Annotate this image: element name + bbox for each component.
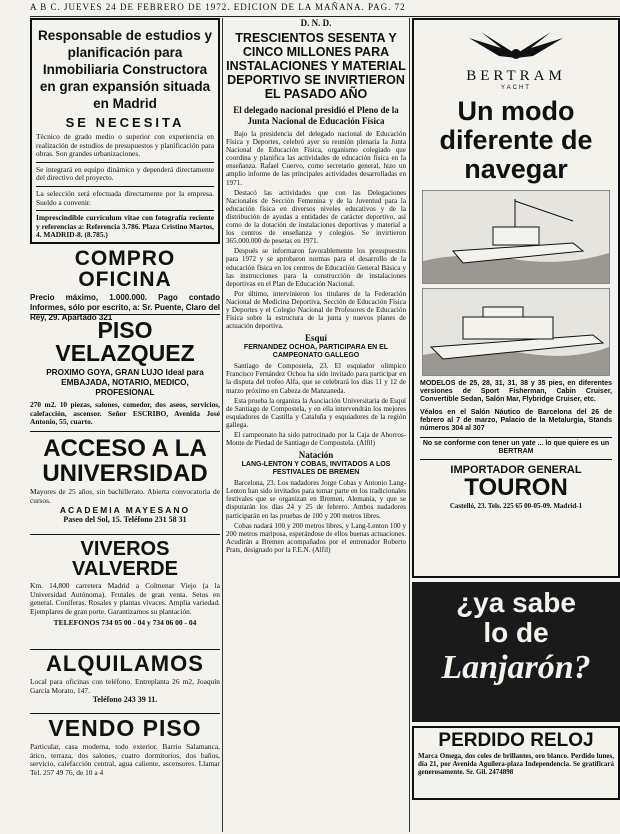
divider bbox=[36, 162, 214, 163]
lanjaron-line1: ¿ya sabe bbox=[456, 587, 576, 618]
ad-vendo-body: Particular, casa moderna, todo exterior. Barrio Salamanca, ático, terraza, dos salones, cuatro dormitorios, dos baños, servicio, calefacción central, agua caliente, ascensores. Llamar Tel. 257 49 76, de 10 a 4 bbox=[30, 742, 220, 777]
bertram-slogan: Un modo diferente de navegar bbox=[439, 96, 593, 184]
ad-alquilamos-title: ALQUILAMOS bbox=[46, 651, 204, 676]
ad-velazquez-body: 270 m2. 10 piezas, salones, comedor, dos aseos, servicios, calefacción, ascensor. Señor ESCRIBO, Avenida José Antonio, 55, cuarto. bbox=[30, 400, 220, 427]
ad-compro-title: COMPRO OFICINA bbox=[74, 247, 176, 291]
article-paragraph: Santiago de Compostela, 23. El esquiador olímpico Francisco Fernández Ochoa ha sido invitado para participar en la disputa del trofeo Alfa, que se celebrará los días 11 y 12 de marzo próximo en Cabeza de Manzaneda. bbox=[226, 362, 406, 395]
divider bbox=[36, 186, 214, 187]
article-paragraph: Esta prueba la organiza la Asociación Universitaria de Esquí de Santiago de Compostela, y en ella intervendrán los mejores esquiadores de Castilla y Cataluña y esquiadores de la región gallega. bbox=[226, 396, 406, 429]
section-title-natacion: Natación bbox=[298, 450, 334, 461]
ad-compro-body: Precio máximo, 1.000.000. Pago contado Informes, sólo por escrito, a: Sr. Puente, Claro del Rey, 29. Apartado 321 bbox=[30, 293, 220, 322]
ad-planificacion-body3: La selección será efectuada directamente por la empresa. Sueldo a convenir. bbox=[36, 188, 214, 207]
ad-viveros-phones: TELEFONOS 734 05 00 - 04 y 734 06 00 - 04 bbox=[53, 618, 197, 628]
bertram-info: No se conforme con tener un yate ... lo que quiere es un BERTRAM bbox=[420, 437, 612, 459]
ad-universidad-title: ACCESO A LA UNIVERSIDAD bbox=[42, 435, 208, 487]
ad-viveros-title: VIVEROS VALVERDE bbox=[72, 538, 178, 580]
middle-column bbox=[222, 18, 410, 832]
esqui-kicker: FERNANDEZ OCHOA, PARTICIPARA EN EL CAMPEONATO GALLEGO bbox=[243, 344, 389, 360]
article-paragraph: Por último, intervinieron los titulares de la Federación Nacional de Medicina Deportiva, Sección de Educación Física y Deportes y el Colegio Nacional de Profesores de Educación Física sobre la estructura de la junta y nuevos planes de actuación deportiva. bbox=[226, 289, 406, 331]
bertram-yacht: YACHT bbox=[501, 85, 531, 91]
ad-vendo-piso bbox=[30, 714, 220, 797]
ad-universidad-addr: Paseo del Sol, 15. Teléfono 231 58 31 bbox=[63, 515, 187, 525]
ad-planificacion bbox=[30, 18, 220, 244]
ad-viveros-body: Km. 14,800 carretera Madrid a Colmenar Viejo (a la Universidad Autónoma). Frutales de gran venta. Setos en general. Coníferas. Rosales y plantas vivaces. Amplia variedad. Ejemplares de gran porte. Garantizamos su plantación. bbox=[30, 581, 220, 616]
article-paragraph: Destacó las actividades que con las Delegaciones Nacionales de Sección Femenina y de la Juventud para la educación física en diversos niveles educativos y de la distribución de ayudas a entidades de carácter deportivo, así como de la dotación de instalaciones deportivas y material a los centros de enseñanza y colegios. Se invirtieron 365.000.000 de pesetas en 1971. bbox=[226, 188, 406, 246]
ad-universidad-academy: ACADEMIA MAYESANO bbox=[59, 505, 191, 516]
page-header: A B C. JUEVES 24 DE FEBRERO DE 1972. EDICION DE LA MAÑANA. PAG. 72 bbox=[30, 2, 620, 17]
ad-planificacion-body2: Se integrará en equipo dinámico y dependerá directamente del directivo del proyecto. bbox=[36, 164, 214, 183]
article-paragraph: Cobas nadará 100 y 200 metros libres, y Lang-Lenton 100 y 200 metros mariposa, esperándose de ellos buenas actuaciones. Acudirán a Bremen acompañados por el entrenador Roberto Prats, designado por la F.E.N. (Alfil) bbox=[226, 521, 406, 554]
article-subhead: El delegado nacional presidió el Pleno de la Junta Nacional de Educación Física bbox=[233, 105, 399, 126]
bertram-eagle-logo bbox=[420, 24, 612, 68]
bertram-models: MODELOS de 25, 28, 31, 31, 38 y 35 pies, en diferentes versiones de Sport Fisherman, Cabin Cruiser, Convertible Sedan, Salón Mar, Flybridge Cruiser, etc. bbox=[420, 380, 612, 404]
ad-alquilamos-body: Local para oficinas con teléfono. Entreplanta 26 m2, Joaquín García Morato, 147. bbox=[30, 677, 220, 695]
ad-piso-velazquez bbox=[30, 315, 220, 432]
ad-velazquez-sub: PROXIMO GOYA, GRAN LUJO Ideal para EMBAJADA, NOTARIO, MEDICO, PROFESIONAL bbox=[46, 368, 204, 397]
ad-planificacion-title: Responsable de estudios y planificación para Inmobiliaria Constructora en gran expansión situada en Madrid bbox=[37, 28, 213, 111]
natacion-kicker: LANG-LENTON Y COBAS, INVITADOS A LOS FESTIVALES DE BREMEN bbox=[241, 461, 391, 477]
bertram-show: Véalos en el Salón Náutico de Barcelona del 26 de febrero al 7 de marzo, Palacio de la Metalurgia, Stands números 304 al 307 bbox=[420, 408, 612, 433]
ad-velazquez-title: PISO VELAZQUEZ bbox=[55, 317, 195, 366]
article-paragraph: Barcelona, 23. Los nadadores Jorge Cobas y Antonio Lang-Lenton han sido invitados para tomar parte en los tradicionales festivales que se organizan en Bremen, Alemania, y que se disputarán los días 24 y 25 de febrero. Ambos nadadores participarán en las pruebas de 100 y 200 metros libres. bbox=[226, 479, 406, 520]
ad-alquilamos bbox=[30, 650, 220, 714]
boat-illustration-1 bbox=[422, 190, 610, 284]
lanjaron-brand: Lanjarón? bbox=[441, 649, 591, 686]
bertram-touron: TOURON bbox=[464, 473, 568, 501]
ad-bertram bbox=[412, 18, 620, 578]
article-paragraph: Bajo la presidencia del delegado nacional de Educación Física y Deportes, celebró ayer su reunión plenaria la Junta Nacional de Educación Física, organismo colegiado que coordina y planifica las actividades de educación física en la enseñanza. Rafael Cuervo, como secretario general, hizo un amplio informe de las principales actividades desarrolladas en 1971. bbox=[226, 130, 406, 187]
ad-planificacion-need: SE NECESITA bbox=[65, 115, 185, 130]
bertram-brand: BERTRAM bbox=[466, 68, 566, 84]
ad-alquilamos-phone: Teléfono 243 39 11. bbox=[92, 695, 158, 705]
section-title-esqui: Esquí bbox=[304, 333, 328, 344]
lanjaron-line2: lo de bbox=[483, 617, 549, 648]
ad-perdido-reloj bbox=[412, 726, 620, 800]
ad-vendo-title: VENDO PISO bbox=[48, 715, 202, 741]
ad-lanjaron bbox=[412, 582, 620, 722]
bertram-addr: Castelló, 23. Tels. 225 65 00-05-09. Madrid-1 bbox=[449, 501, 583, 510]
perdido-title: PERDIDO RELOJ bbox=[438, 730, 594, 751]
divider bbox=[36, 210, 214, 211]
perdido-body: Marca Omega, dos coles de brillantes, oro blanco. Perdido lunes, día 21, por Avenida Aguilera-plaza Independencia. Se gratificará generosamente. Sr. Gil. 2474898 bbox=[418, 752, 614, 777]
ad-universidad-body: Mayores de 25 años, sin bachillerato. Abierta convocatoria de cursos. bbox=[30, 487, 220, 505]
ad-viveros bbox=[30, 535, 220, 650]
ad-universidad bbox=[30, 432, 220, 535]
left-column bbox=[30, 18, 220, 797]
ad-planificacion-body1: Técnico de grado medio o superior con experiencia en realización de estudios de presupuestos y planificación para obras. Son grandes urbanizaciones. bbox=[36, 132, 214, 159]
article-paragraph: Después se informaron favorablemente los presupuestos para 1972 y se aprobaron normas para el desarrollo de la educación física en los centros de Educación General Básica y las instrucciones para la construcción de instalaciones deportivas en el Plan de Educación Nacional. bbox=[226, 247, 406, 288]
article-headline: TRESCIENTOS SESENTA Y CINCO MILLONES PARA INSTALACIONES Y MATERIAL DEPORTIVO SE INVIRTIERON EL PASADO AÑO bbox=[226, 31, 406, 101]
mid-kicker: D. N. D. bbox=[300, 18, 332, 28]
bertram-importer: IMPORTADOR GENERAL bbox=[450, 463, 582, 476]
right-column bbox=[412, 18, 620, 804]
boat-illustration-2 bbox=[422, 288, 610, 376]
ad-compro-oficina bbox=[30, 247, 220, 322]
ad-planificacion-body4: Imprescindible currículum vitae con fotografía reciente y referencias a: Referencia 3.786. Plaza Cristino Martos, 4. MADRID-8. (8.785.) bbox=[36, 213, 214, 240]
article-paragraph: El campeonato ha sido patrocinado por la Caja de Ahorros-Monte de Piedad de Santiago de Compostela. (Alfil) bbox=[226, 431, 406, 448]
